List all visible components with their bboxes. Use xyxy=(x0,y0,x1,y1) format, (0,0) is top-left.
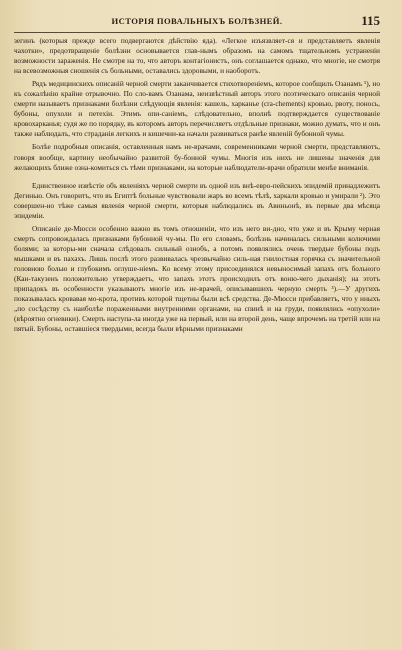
body-text xyxy=(14,36,380,334)
page-number: 115 xyxy=(361,13,380,28)
page-header xyxy=(14,13,380,33)
paragraph-2: Рядъ медицинскихъ описаній черной смерти заканчивается стихотвореніемъ, которое сообщилъ Озанамъ ¹), но къ сожалѣнію крайне отрывочно. По сло-вамъ Озанама, неизвѣстный авторъ этого поэтическаго описанія черной смерти называетъ признаками болѣзни слѣдующія явленія: кашель, харканье (cra-chements) кровью, рвоту, понось, бубоны, опухоли и петехіи. Этимъ опи-саніемъ, слѣдовательно, вполнѣ подтверждается существованіе кровохарканья; судя же по порядку, въ которомъ авторъ перечисляетъ отдѣльные признаки, можно думать, что и онъ также наблюдалъ, что страданія легкихъ и кишечни-ка начали развиваться ранѣе явленій бубонной чумы. xyxy=(14,79,380,139)
paragraph-4: Единственное извѣстіе объ явленіяхъ черной смерти въ одной изъ внѣ-евро-пейскихъ эпидемій принадлежитъ Дегинью. Онъ говоритъ, что въ Египтѣ больные чувствовали жаръ во всемъ тѣлѣ, харкали кровью и умирали ²). Это совершен-но тѣже самыя явленія черной смерти, которыя наблюдались въ Авиньонѣ, въ первые два мѣсяца эпидеміи. xyxy=(14,180,380,220)
running-head: ИСТОРІЯ ПОВАЛЬНЫХЪ БОЛѢЗНЕЙ. xyxy=(111,16,283,26)
paragraph-1: зегинъ (которыя прежде всего подвергаются дѣйствію яда). «Легкое изъязвляет-ся и представляетъ явленія чахотки», предотвращеніе болѣзни основывается глав-нымъ образомъ на самомъ тщательномъ устраненіи возможности зараженія. Не смотря на то, что авторъ контагіонистъ, онъ соглашается однако, что многіе, не смотря на всевозможныя сношенія съ больными, оставались здоровыми, и наоборотъ. xyxy=(14,36,380,76)
paragraph-5: Описаніе де-Мюсси особенно важно въ томъ отношеніи, что изъ него ви-дно, что уже и въ Крыму черная смерть сопровождалась признаками бубонной чу-мы. По его словамъ, болѣзнь начиналась сильными колючими болями; за которы-ми сначала слѣдовалъ сильный ознобъ, а потомъ появлялись очень твердые бубоны подъ мышками и въ пахахъ. Лишь послѣ этого развивалась чрезвычайно силь-ная гнилостная горячка съ значительной головною болью и глубокимъ оглуше-ніемъ. Ко всему этому присоединялся невыносимый запахъ отъ больного (Кан-такузенъ положительно утверждаетъ, что запахъ этотъ происходилъ отъ воню-чего дыханія); на этотъ припадокъ въ особенности указываютъ многіе изъ не-врачей, описывавшихъ черную смерть ³).—У другихъ показывалась кровавая мо-крота, противъ которой тщетны были всѣ средства. Де-Мюсси прибавляетъ, что у иныхъ „по сосѣдству съ наиболѣе пораженными внутренними органами, на спинѣ и на груди, появлялись «опухоли» (вѣроятно огневики). Смерть наступа-ла иногда уже на первый, или на второй день, чаще впрочемъ на третій или на пятый. Бубоны, оставшіеся твердыми, всегда были вѣрными признаками xyxy=(14,223,380,334)
paragraph-3: Болѣе подробныя описанія, оставленныя намъ не-врачами, современниками черной смерти, представляютъ, говоря вообще, картину необычайно развитой бу-бонной чумы. Многія изъ нихъ не лишены значенія для желающихъ ближе озна-комиться съ тѣми признаками, на которые наблюдатели-врачи обратили менѣе вниманія. xyxy=(14,142,380,172)
